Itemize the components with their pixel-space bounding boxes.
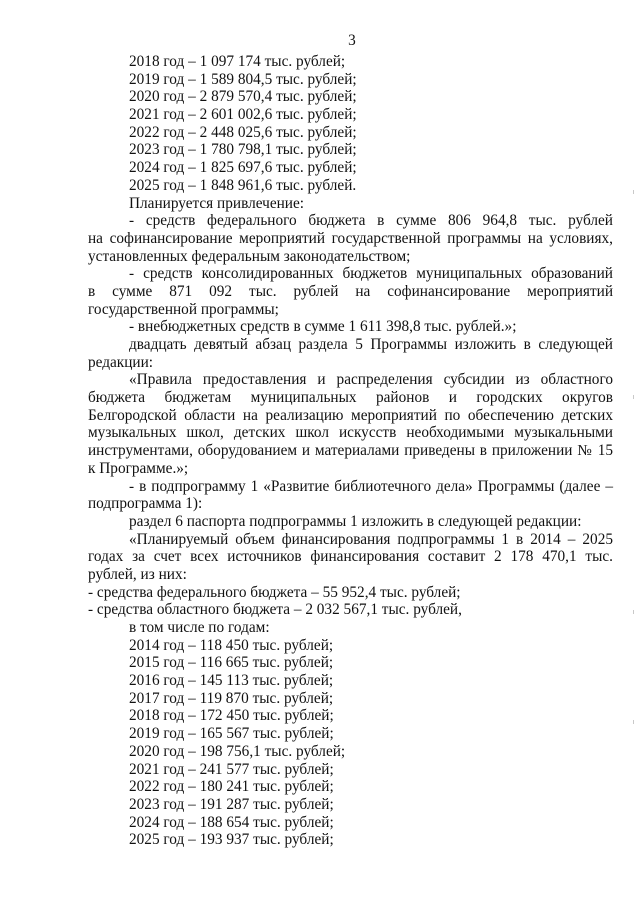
paragraph-line: на софинансирование мероприятий государственной программы на условиях, [88, 229, 613, 247]
paragraph-line: музыкальных школ, детских школ искусств необходимыми музыкальными [88, 424, 613, 442]
funding-year-line: 2016 год – 145 113 тыс. рублей; [129, 672, 334, 690]
paragraph-line: к Программе.»; [88, 459, 189, 477]
paragraph-line: раздел 6 паспорта подпрограммы 1 изложить в следующей редакции: [129, 512, 582, 530]
scan-speck [633, 720, 634, 724]
paragraph-line: - средства областного бюджета – 2 032 567,1 тыс. рублей, [88, 601, 462, 619]
funding-year-line: 2019 год – 1 589 804,5 тыс. рублей; [129, 70, 357, 88]
paragraph-line: редакции: [88, 353, 154, 371]
funding-year-line: 2018 год – 1 097 174 тыс. рублей; [129, 53, 346, 70]
paragraph-line: годах за счет всех источников финансирования составит 2 178 470,1 тыс. [88, 548, 613, 566]
funding-year-line: 2021 год – 2 601 002,6 тыс. рублей; [129, 106, 357, 124]
paragraph-line: - в подпрограмму 1 «Развитие библиотечного дела» Программы (далее – [129, 477, 613, 495]
paragraph-line: бюджета бюджетам муниципальных районов и городских округов [88, 389, 613, 407]
paragraph-line: двадцать девятый абзац раздела 5 Программы изложить в следующей [129, 336, 613, 353]
funding-year-line: 2024 год – 1 825 697,6 тыс. рублей; [129, 159, 357, 177]
funding-year-line: 2022 год – 2 448 025,6 тыс. рублей; [129, 123, 357, 141]
funding-year-line: 2024 год – 188 654 тыс. рублей; [129, 813, 334, 831]
funding-year-line: 2021 год – 241 577 тыс. рублей; [129, 760, 334, 778]
paragraph-line: подпрограмма 1): [88, 495, 203, 513]
page-number: 3 [348, 32, 356, 49]
paragraph-line: инструментами, оборудованием и материалами приведены в приложении № 15 [88, 442, 613, 460]
paragraph-line: государственной программы; [88, 300, 279, 318]
funding-year-line: 2023 год – 1 780 798,1 тыс. рублей; [129, 141, 357, 159]
paragraph-line: - средств федерального бюджета в сумме 806 964,8 тыс. рублей [129, 212, 613, 230]
funding-year-line: 2022 год – 180 241 тыс. рублей; [129, 778, 334, 796]
paragraph-line: Планируется привлечение: [129, 194, 305, 212]
paragraph-line: «Планируемый объем финансирования подпрограммы 1 в 2014 – 2025 [129, 530, 613, 548]
funding-year-line: 2025 год – 193 937 тыс. рублей; [129, 831, 334, 849]
funding-year-line: 2014 год – 118 450 тыс. рублей; [129, 636, 334, 654]
paragraph-line: в сумме 871 092 тыс. рублей на софинансирование мероприятий [88, 282, 613, 300]
paragraph-line: Белгородской области на реализацию мероприятий по обеспечению детских [88, 406, 613, 424]
funding-year-line: 2019 год – 165 567 тыс. рублей; [129, 725, 334, 743]
funding-year-line: 2017 год – 119 870 тыс. рублей; [129, 689, 334, 707]
funding-year-line: 2015 год – 116 665 тыс. рублей; [129, 654, 334, 672]
document-body [88, 53, 613, 849]
funding-year-line: 2018 год – 172 450 тыс. рублей; [129, 707, 334, 725]
paragraph-line: - внебюджетных средств в сумме 1 611 398,8 тыс. рублей.»; [129, 318, 517, 336]
paragraph-line: установленных федеральным законодательством; [88, 247, 411, 265]
funding-year-line: 2023 год – 191 287 тыс. рублей; [129, 795, 334, 813]
funding-year-line: 2020 год – 198 756,1 тыс. рублей; [129, 742, 346, 760]
funding-year-line: 2025 год – 1 848 961,6 тыс. рублей. [129, 176, 357, 194]
paragraph-line: - средства федерального бюджета – 55 952,4 тыс. рублей; [88, 583, 461, 601]
scan-speck [633, 395, 634, 399]
scan-speck [633, 610, 634, 614]
paragraph-line: - средств консолидированных бюджетов муниципальных образований [129, 265, 613, 283]
scan-speck [633, 190, 634, 194]
paragraph-line: «Правила предоставления и распределения субсидии из областного [129, 371, 613, 389]
paragraph-line: рублей, из них: [88, 565, 187, 583]
paragraph-line: в том числе по годам: [129, 619, 270, 636]
funding-year-line: 2020 год – 2 879 570,4 тыс. рублей; [129, 88, 357, 106]
